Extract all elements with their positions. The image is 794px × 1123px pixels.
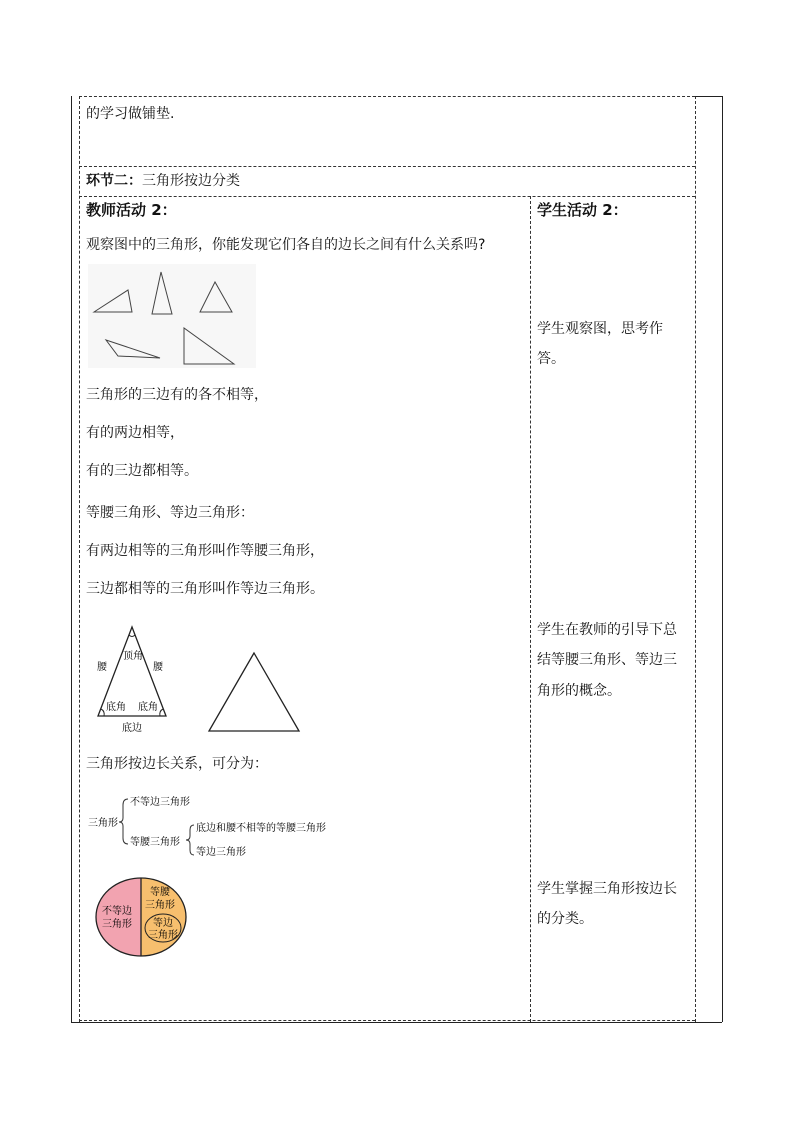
apex-angle-arc xyxy=(129,635,135,637)
observation-3: 有的三边都相等。 xyxy=(86,463,198,479)
section-title xyxy=(86,172,240,190)
table-outer-right-border xyxy=(722,96,723,1022)
venn-scalene-line1: 不等边 xyxy=(102,906,132,917)
venn-equilateral-line1: 等边 xyxy=(153,918,173,929)
apex-angle-label: 顶角 xyxy=(123,651,143,662)
isosceles-definition: 有两边相等的三角形叫作等腰三角形， xyxy=(86,543,324,559)
table-bottom-dashed xyxy=(79,1020,695,1021)
table-bottom-border xyxy=(71,1022,722,1023)
student-activity-2-line1: 学生在教师的引导下总 xyxy=(537,622,677,638)
observation-2: 有的两边相等， xyxy=(86,425,184,441)
tree-isosceles-nonequal-label: 底边和腰不相等的等腰三角形 xyxy=(196,823,326,834)
base-label: 底边 xyxy=(122,723,142,734)
left-base-angle-label: 底角 xyxy=(106,702,126,713)
classification-tree xyxy=(86,792,336,862)
row-divider-1 xyxy=(79,166,695,167)
table-top-dashed xyxy=(79,96,695,97)
venn-isosceles-line1: 等腰 xyxy=(150,887,170,898)
equilateral-triangle-figure xyxy=(204,648,304,736)
venn-scalene-line2: 三角形 xyxy=(102,919,132,930)
classification-venn-diagram xyxy=(92,874,192,960)
student-activity-1-line2: 答。 xyxy=(537,351,565,367)
student-activity-heading: 学生活动 2： xyxy=(537,201,628,219)
table-top-border xyxy=(695,96,722,97)
tree-scalene-label: 不等边三角形 xyxy=(130,797,190,808)
classification-intro: 三角形按边长关系，可分为： xyxy=(86,756,268,772)
teacher-activity-heading: 教师活动 2： xyxy=(86,201,177,219)
base-angle-arc-left xyxy=(101,709,104,716)
labeled-isosceles-triangle xyxy=(88,620,182,738)
figure-background xyxy=(88,264,256,368)
right-leg-label: 腰 xyxy=(153,662,163,673)
continuation-text: 的学习做铺垫. xyxy=(86,106,175,122)
tree-brace-1 xyxy=(119,799,128,844)
observation-question: 观察图中的三角形，你能发现它们各自的边长之间有什么关系吗? xyxy=(86,237,486,253)
definition-heading: 等腰三角形、等边三角形： xyxy=(86,505,254,521)
venn-equilateral-line2: 三角形 xyxy=(148,930,178,941)
left-leg-label: 腰 xyxy=(97,662,107,673)
section-name: 三角形按边分类 xyxy=(142,173,240,189)
table-inner-left-border xyxy=(79,96,80,1022)
table-outer-left-border xyxy=(71,96,72,1022)
student-activity-2-line2: 结等腰三角形、等边三 xyxy=(537,652,677,668)
equilateral-outline xyxy=(209,653,299,731)
right-base-angle-label: 底角 xyxy=(138,702,158,713)
column-divider xyxy=(530,196,531,1022)
equilateral-definition: 三边都相等的三角形叫作等边三角形。 xyxy=(86,581,324,597)
table-inner-right-border xyxy=(695,96,696,1022)
student-activity-1-line1: 学生观察图，思考作 xyxy=(537,321,663,337)
row-divider-2 xyxy=(79,196,695,197)
tree-brace-2 xyxy=(186,825,194,855)
tree-root-label: 三角形 xyxy=(88,818,118,829)
base-angle-arc-right xyxy=(160,709,163,716)
section-label: 环节二： xyxy=(86,173,142,189)
tree-isosceles-label: 等腰三角形 xyxy=(130,837,180,848)
venn-isosceles-line2: 三角形 xyxy=(145,900,175,911)
five-triangles-figure xyxy=(88,264,256,368)
student-activity-2-line3: 角形的概念。 xyxy=(537,683,621,699)
student-activity-3-line1: 学生掌握三角形按边长 xyxy=(537,881,677,897)
tree-equilateral-label: 等边三角形 xyxy=(196,847,246,858)
observation-1: 三角形的三边有的各不相等， xyxy=(86,387,268,403)
student-activity-3-line2: 的分类。 xyxy=(537,911,593,927)
